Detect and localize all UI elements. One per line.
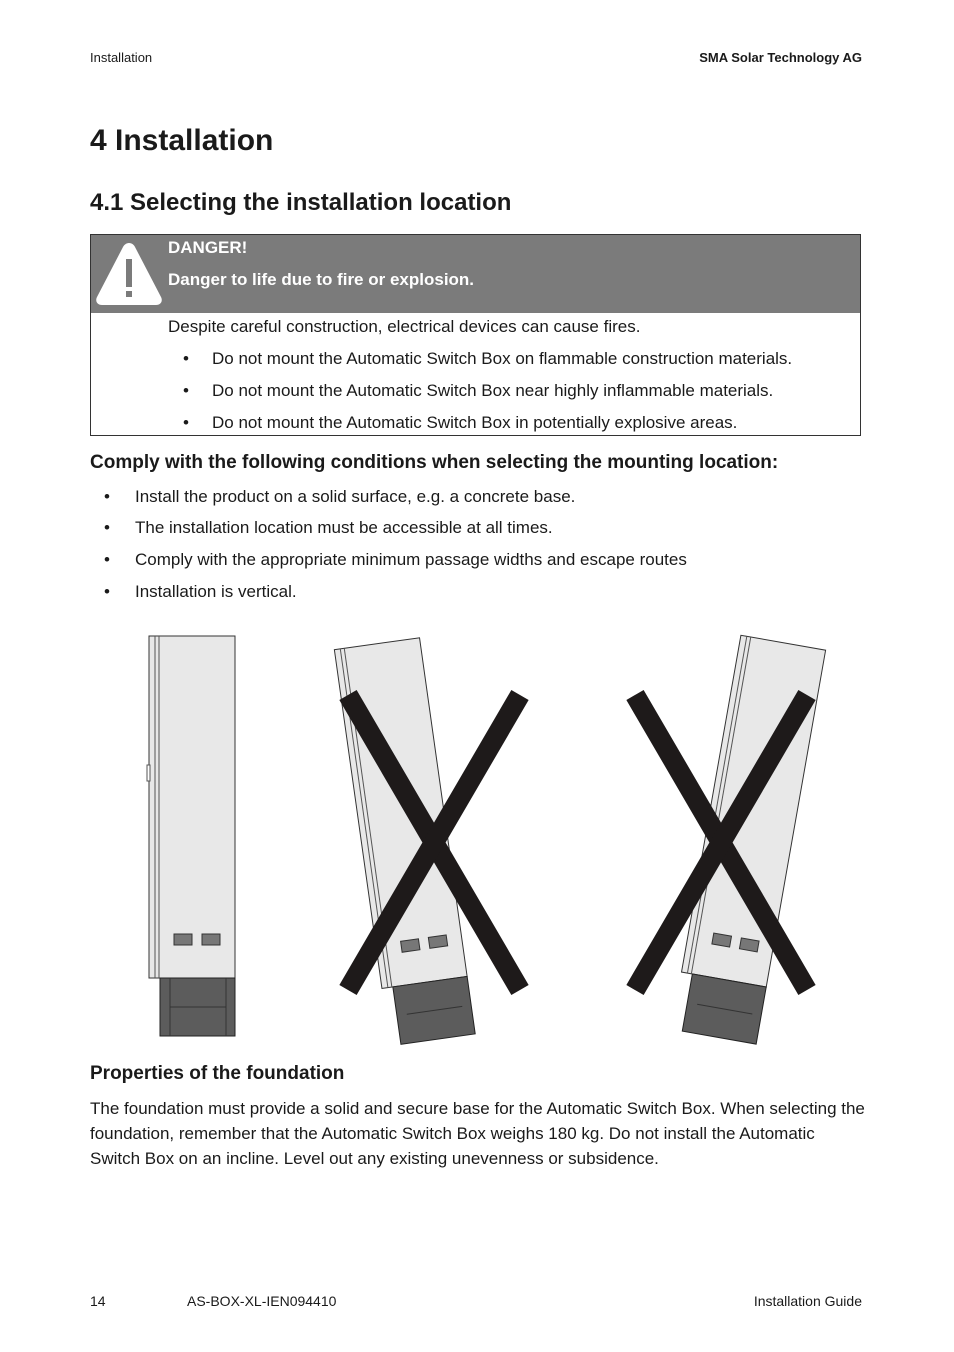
danger-subtitle: Danger to life due to fire or explosion.	[168, 270, 475, 289]
page-number: 14	[90, 1293, 106, 1309]
switch-box-vertical-icon	[147, 636, 235, 1036]
bullet-icon: •	[104, 518, 110, 537]
document-id: AS-BOX-XL-IEN094410	[187, 1293, 337, 1309]
danger-bullet: Do not mount the Automatic Switch Box in potentially explosive areas.	[212, 413, 738, 432]
danger-header	[91, 235, 860, 313]
chapter-title: 4 Installation	[90, 124, 274, 157]
section-title: 4.1 Selecting the installation location	[90, 189, 512, 216]
foundation-heading: Properties of the foundation	[90, 1063, 345, 1084]
warning-triangle-icon	[95, 239, 163, 307]
danger-text: Despite careful construction, electrical devices can cause fires.	[168, 317, 641, 336]
header-section-label: Installation	[90, 50, 153, 65]
bullet-icon: •	[104, 487, 110, 506]
installation-orientation-figure	[130, 620, 830, 1045]
conditions-heading: Comply with the following conditions when selecting the mounting location:	[90, 452, 779, 473]
condition-item: The installation location must be accessible at all times.	[135, 518, 553, 537]
danger-bullet: Do not mount the Automatic Switch Box near highly inflammable materials.	[212, 381, 774, 400]
condition-item: Comply with the appropriate minimum passage widths and escape routes	[135, 550, 687, 569]
header-company-name: SMA Solar Technology AG	[699, 50, 862, 65]
document-type: Installation Guide	[753, 1293, 862, 1309]
condition-item: Install the product on a solid surface, e.g. a concrete base.	[135, 487, 576, 506]
foundation-paragraph: The foundation must provide a solid and secure base for the Automatic Switch Box. When selecting the foundation, remember that the Automatic Switch Box weighs 180 kg. Do not install the Automatic Switch Box on an incline. Level out any existing unevenness or subsidence.	[90, 1099, 865, 1168]
condition-item: Installation is vertical.	[135, 582, 297, 601]
danger-bullet: Do not mount the Automatic Switch Box on flammable construction materials.	[212, 349, 793, 368]
danger-notice	[90, 234, 861, 436]
bullet-icon: •	[183, 349, 189, 368]
bullet-icon: •	[104, 582, 110, 601]
bullet-icon: •	[104, 550, 110, 569]
danger-label: DANGER!	[168, 238, 248, 257]
bullet-icon: •	[183, 381, 189, 400]
bullet-icon: •	[183, 413, 189, 432]
